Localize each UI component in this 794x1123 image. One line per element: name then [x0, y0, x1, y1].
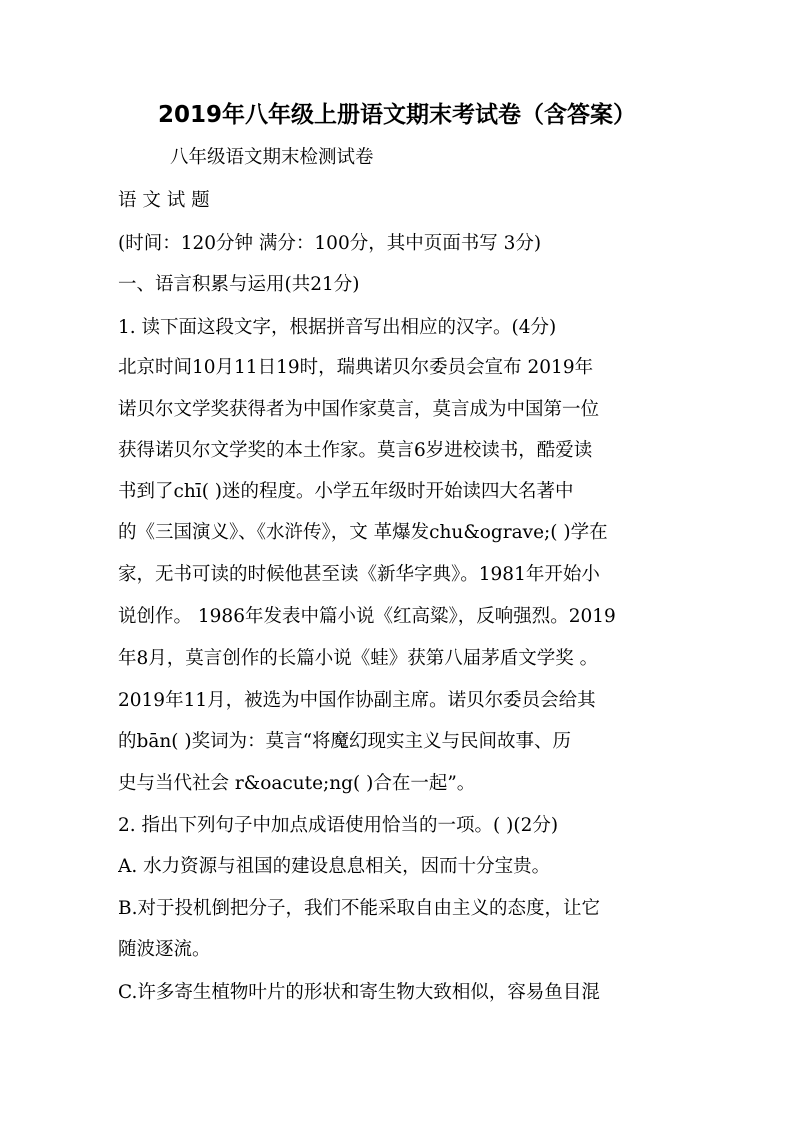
- passage-line: 的bān( )奖词为：莫言“将魔幻现实主义与民间故事、历: [118, 731, 572, 752]
- subject-heading: 语 文 试 题: [118, 190, 210, 211]
- passage-line: 的《三国演义》、《水浒传》，文 革爆发chu&ograve;( )学在: [118, 522, 608, 543]
- subtitle-line: 八年级语文期末检测试卷: [170, 147, 374, 168]
- passage-line: 家，无书可读的时候他甚至读《新华字典》。1981年开始小: [118, 564, 600, 585]
- passage-line: 史与当代社会 r&oacute;ng( )合在一起”。: [118, 773, 476, 794]
- document-title: 2019年八年级上册语文期末考试卷（含答案）: [157, 102, 636, 128]
- passage-line: 北京时间10月11日19时，瑞典诺贝尔委员会宣布 2019年: [118, 357, 594, 378]
- option-b: B.对于投机倒把分子，我们不能采取自由主义的态度，让它: [118, 898, 600, 919]
- passage-line: 2019年11月，被选为中国作协副主席。诺贝尔委员会给其: [118, 690, 596, 711]
- option-a: A. 水力资源与祖国的建设息息相关，因而十分宝贵。: [118, 856, 551, 877]
- passage-line: 获得诺贝尔文学奖的本土作家。莫言6岁进校读书，酷爱读: [118, 440, 593, 461]
- passage-line: 说创作。 1986年发表中篇小说《红高粱》，反响强烈。2019: [118, 606, 616, 627]
- question-2-prompt: 2. 指出下列句子中加点成语使用恰当的一项。( )(2分): [118, 815, 559, 836]
- question-1-prompt: 1. 读下面这段文字，根据拼音写出相应的汉字。(4分): [118, 317, 557, 338]
- section-heading: 一、语言积累与运用(共21分): [118, 274, 360, 295]
- passage-line: 诺贝尔文学奖获得者为中国作家莫言，莫言成为中国第一位: [118, 399, 600, 420]
- option-b-continued: 随波逐流。: [118, 939, 211, 960]
- passage-line: 年8月，莫言创作的长篇小说《蛙》获第八届茅盾文学奖 。: [118, 648, 599, 669]
- passage-line: 书到了chī( )迷的程度。小学五年级时开始读四大名著中: [118, 481, 574, 502]
- option-c: C.许多寄生植物叶片的形状和寄生物大致相似，容易鱼目混: [118, 982, 600, 1003]
- exam-time-info: (时间：120分钟 满分：100分，其中页面书写 3分): [118, 233, 542, 254]
